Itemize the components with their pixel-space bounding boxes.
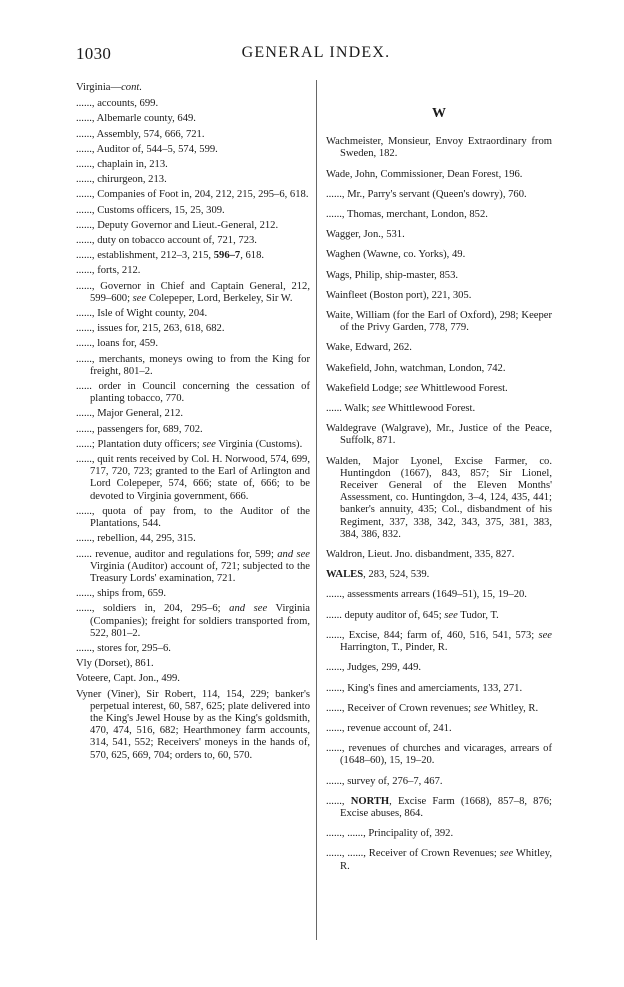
index-entry: ...... Walk; see Whittlewood Forest. <box>326 403 476 415</box>
index-entry: ......, Major General, 212. <box>76 408 184 420</box>
left-tail-list <box>76 658 310 762</box>
index-entry: ......, revenues of churches and vicarages, arrears of (1648–60), 15, 19–20. <box>326 743 552 767</box>
index-entry: ......, Receiver of Crown revenues; see Whitley, R. <box>326 702 539 714</box>
index-entry: Wake, Edward, 262. <box>326 342 412 354</box>
index-entry: ......, Deputy Governor and Lieut.-General, 212. <box>76 219 279 231</box>
index-entry: Waldron, Lieut. Jno. disbandment, 335, 827. <box>326 549 515 561</box>
index-entry: ......, Judges, 299, 449. <box>326 662 422 674</box>
index-entry: Wainfleet (Boston port), 221, 305. <box>326 289 472 301</box>
section-letter: W <box>432 106 446 121</box>
index-entry: ......, soldiers in, 204, 295–6; and see Virginia (Companies); freight for soldiers transported from, 522, 801–2. <box>76 603 311 639</box>
index-entry: ......, passengers for, 689, 702. <box>76 423 203 435</box>
index-entry: ......, King's fines and amerciaments, 133, 271. <box>326 682 523 694</box>
index-entry: Waite, William (for the Earl of Oxford), 298; Keeper of the Privy Garden, 778, 779. <box>326 310 552 334</box>
page-number: 1030 <box>76 44 112 63</box>
index-entry: ......, stores for, 295–6. <box>76 642 171 654</box>
right-column <box>326 82 552 881</box>
index-entry: WALES, 283, 524, 539. <box>326 569 430 581</box>
index-entry: ......; Plantation duty officers; see Virginia (Customs). <box>76 438 303 450</box>
page-header <box>76 44 556 68</box>
left-entry-list <box>76 98 310 655</box>
index-entry: ......, ships from, 659. <box>76 588 167 600</box>
index-entry: ......, Thomas, merchant, London, 852. <box>326 209 488 221</box>
index-entry: ...... revenue, auditor and regulations for, 599; and see Virginia (Auditor) account of, 721; subjected to the Treasury Lords' examination, 721. <box>76 548 310 584</box>
index-entry: ......, ......, Principality of, 392. <box>326 828 454 840</box>
index-entry: ......, Customs officers, 15, 25, 309. <box>76 204 225 216</box>
index-entry: ......, merchants, moneys owing to from the King for freight, 801–2. <box>76 353 310 377</box>
index-entry: ......, NORTH, Excise Farm (1668), 857–8, 876; Excise abuses, 864. <box>326 795 552 819</box>
index-entry: ......, chirurgeon, 213. <box>76 174 167 186</box>
index-entry: ......, accounts, 699. <box>76 98 159 110</box>
index-entry: ......, Mr., Parry's servant (Queen's dowry), 760. <box>326 188 527 200</box>
index-entry: ......, quota of pay from, to the Auditor of the Plantations, 544. <box>76 505 310 530</box>
index-entry: ......, establishment, 212–3, 215, 596–7, 618. <box>76 250 265 262</box>
index-entry: ...... deputy auditor of, 645; see Tudor, T. <box>326 609 499 621</box>
index-entry: Walden, Major Lyonel, Excise Farmer, co. Huntingdon (1667), 843, 857; Sir Lionel, Receiver General of the Eleven Months' Assessment, co. Huntingdon, 3–4, 124, 435, 441; banker's annuity, 435; Col., disbandment of his Regiment, 337, 338, 342, 343, 375, 381, 383, 384, 386, 832. <box>326 455 552 540</box>
right-entry-list <box>326 136 552 873</box>
index-entry: ......, Assembly, 574, 666, 721. <box>76 128 205 140</box>
index-entry: ......, rebellion, 44, 295, 315. <box>76 533 196 545</box>
index-entry: Waldegrave (Walgrave), Mr., Justice of the Peace, Suffolk, 871. <box>326 423 552 447</box>
index-entry: ......, loans for, 459. <box>76 338 158 350</box>
index-entry: ......, Isle of Wight county, 204. <box>76 308 208 320</box>
index-entry: ......, Albemarle county, 649. <box>76 113 196 125</box>
index-entry: ......, ......, Receiver of Crown Revenues; see Whitley, R. <box>326 848 552 872</box>
index-entry: Wakefield, John, watchman, London, 742. <box>326 362 506 374</box>
index-entry: Vly (Dorset), 861. <box>76 658 154 670</box>
index-entry: ......, issues for, 215, 263, 618, 682. <box>76 323 225 335</box>
index-entry: Waghen (Wawne, co. Yorks), 49. <box>326 249 466 261</box>
index-entry: ......, quit rents received by Col. H. Norwood, 574, 699, 717, 720, 723; granted to the Earl of Arlington and Lord Colepeper, 574, 666; state of, 666; to be devoted to Virginia government, 666. <box>76 454 310 502</box>
index-entry: ......, forts, 212. <box>76 265 141 277</box>
index-entry: ......, Governor in Chief and Captain General, 212, 599–600; see Colepeper, Lord, Berkeley, Sir W. <box>76 280 310 304</box>
index-entry: ......, Companies of Foot in, 204, 212, 215, 295–6, 618. <box>76 189 309 201</box>
index-entry: ......, duty on tobacco account of, 721, 723. <box>76 235 257 247</box>
index-entry: Wakefield Lodge; see Whittlewood Forest. <box>326 382 508 394</box>
index-entry: Wachmeister, Monsieur, Envoy Extraordinary from Sweden, 182. <box>326 136 552 160</box>
index-entry: Wade, John, Commissioner, Dean Forest, 196. <box>326 168 523 180</box>
index-entry: Wagger, Jon., 531. <box>326 229 405 241</box>
index-entry: Voteere, Capt. Jon., 499. <box>76 673 180 685</box>
index-entry: ......, assessments arrears (1649–51), 15, 19–20. <box>326 589 527 601</box>
index-entry: ......, Excise, 844; farm of, 460, 516, 541, 573; see Harrington, T., Pinder, R. <box>326 629 552 654</box>
index-entry: ......, Auditor of, 544–5, 574, 599. <box>76 143 218 155</box>
index-entry: ......, chaplain in, 213. <box>76 159 168 171</box>
index-entry: ......, survey of, 276–7, 467. <box>326 775 443 787</box>
index-entry: ......, revenue account of, 241. <box>326 722 452 734</box>
index-entry: Wags, Philip, ship-master, 853. <box>326 269 459 281</box>
column-divider <box>316 80 317 940</box>
index-entry: ...... order in Council concerning the cessation of planting tobacco, 770. <box>76 381 310 405</box>
continued-heading: Virginia—cont. <box>76 82 142 93</box>
page-title: GENERAL INDEX. <box>241 44 391 61</box>
index-entry: Vyner (Viner), Sir Robert, 114, 154, 229; banker's perpetual interest, 60, 587, 625; plate delivered into the King's Jewel House by as the King's goldsmith, 470, 474, 516, 682; Hearthmoney farm accounts, 314, 541, 552; Receivers' moneys in the hands of, 570, 625, 669, 704; orders to, 60, 570. <box>76 688 310 761</box>
left-column <box>76 82 310 765</box>
